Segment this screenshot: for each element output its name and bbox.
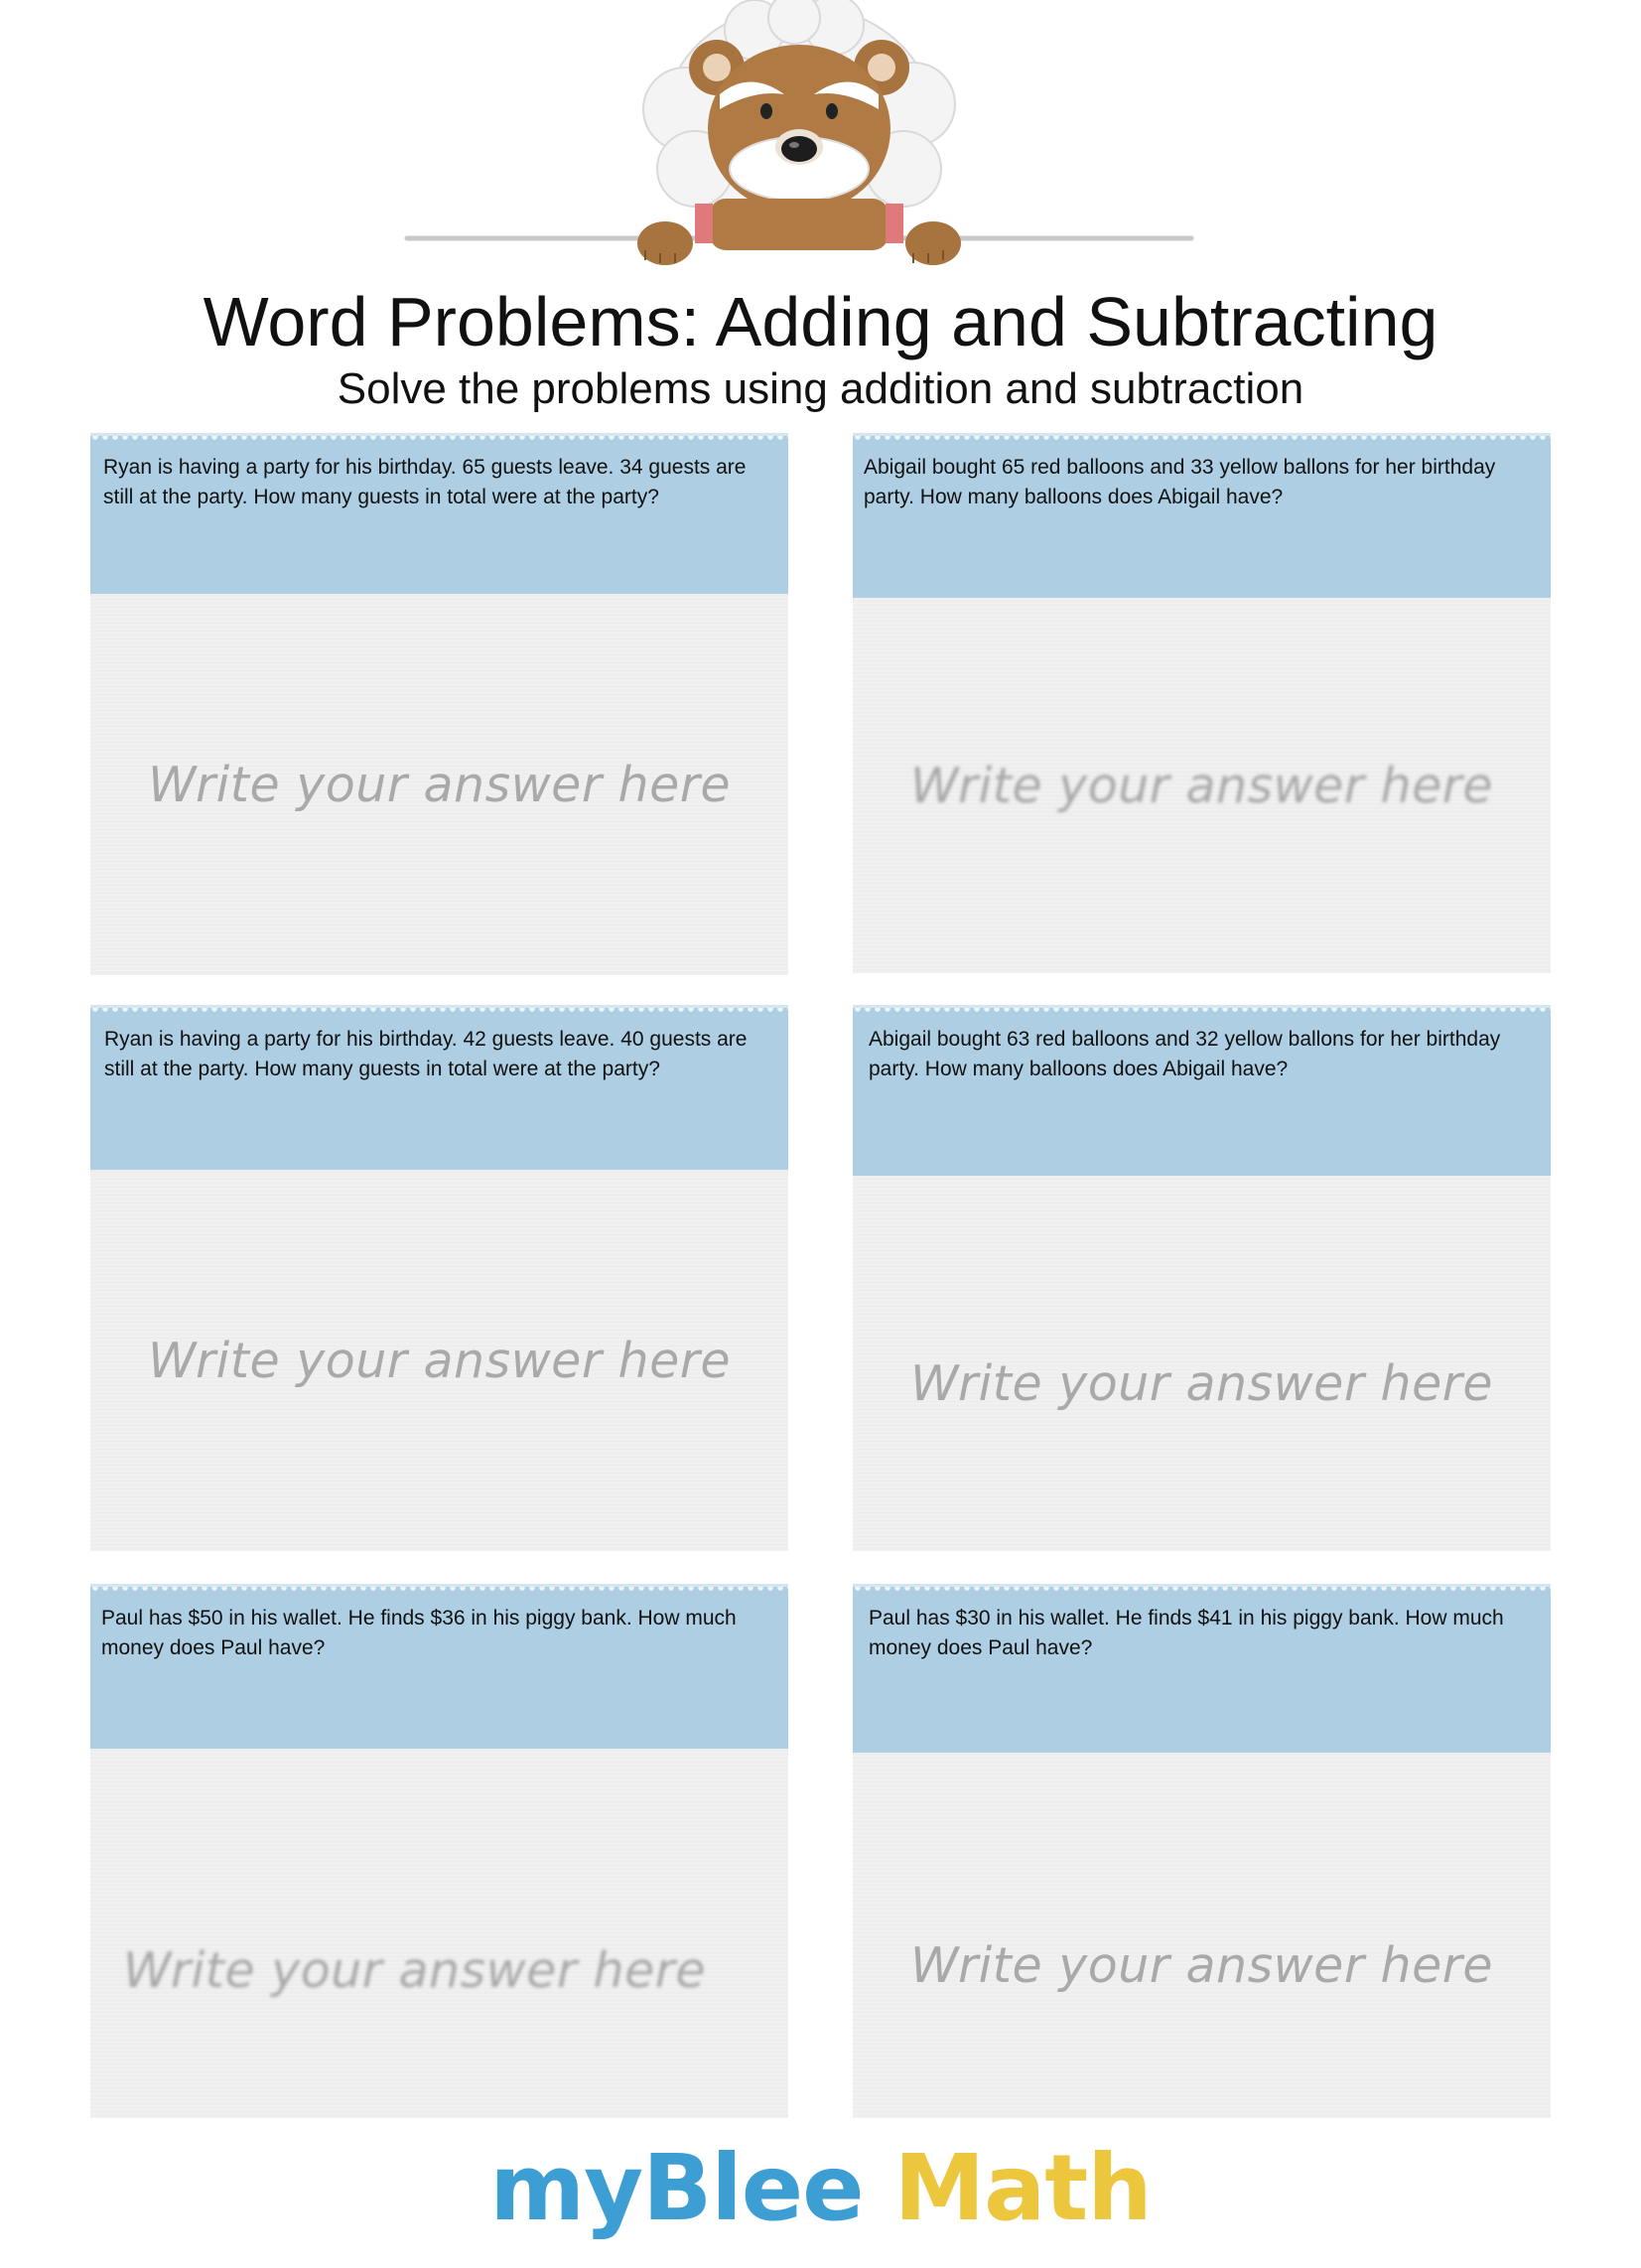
answer-box[interactable]: [90, 594, 788, 975]
answer-prompt: Write your answer here: [909, 1937, 1494, 1994]
question-text: Abigail bought 63 red balloons and 32 yellow ballons for her birthday party. How many balloons does Abigail have?: [853, 1005, 1551, 1176]
answer-prompt: Write your answer here: [909, 757, 1494, 814]
problem-card-2: [853, 433, 1551, 973]
problem-card-1: [90, 433, 788, 975]
answer-box[interactable]: [853, 598, 1551, 973]
question-text: Ryan is having a party for his birthday. 65 guests leave. 34 guests are still at the party. How many guests in total were at the party?: [90, 433, 788, 594]
problem-card-6: [853, 1584, 1551, 2118]
problem-card-5: [90, 1584, 788, 2118]
answer-prompt: Write your answer here: [147, 756, 732, 813]
page-subtitle: Solve the problems using addition and subtraction: [337, 364, 1304, 413]
question-text: Paul has $50 in his wallet. He finds $36 in his piggy bank. How much money does Paul have?: [90, 1584, 788, 1749]
problem-card-3: [90, 1005, 788, 1551]
question-text: Paul has $30 in his wallet. He finds $41 in his piggy bank. How much money does Paul have?: [853, 1584, 1551, 1753]
mascot-bear-illustration: [402, 0, 1241, 273]
answer-box[interactable]: [853, 1753, 1551, 2118]
page-title: Word Problems: Adding and Subtracting: [203, 283, 1438, 360]
logo-part-math: Math: [893, 2135, 1152, 2241]
answer-box[interactable]: [90, 1749, 788, 2118]
logo-part-myblee: myBlee: [489, 2135, 864, 2241]
answer-box[interactable]: [90, 1170, 788, 1551]
answer-box[interactable]: [853, 1176, 1551, 1551]
myblee-math-logo: [0, 2135, 1641, 2241]
answer-prompt: Write your answer here: [122, 1942, 707, 1999]
problem-card-4: [853, 1005, 1551, 1551]
question-text: Ryan is having a party for his birthday. 42 guests leave. 40 guests are still at the party. How many guests in total were at the party?: [90, 1005, 788, 1170]
answer-prompt: Write your answer here: [909, 1355, 1494, 1412]
question-text: Abigail bought 65 red balloons and 33 yellow ballons for her birthday party. How many balloons does Abigail have?: [853, 433, 1551, 598]
answer-prompt: Write your answer here: [147, 1332, 732, 1389]
